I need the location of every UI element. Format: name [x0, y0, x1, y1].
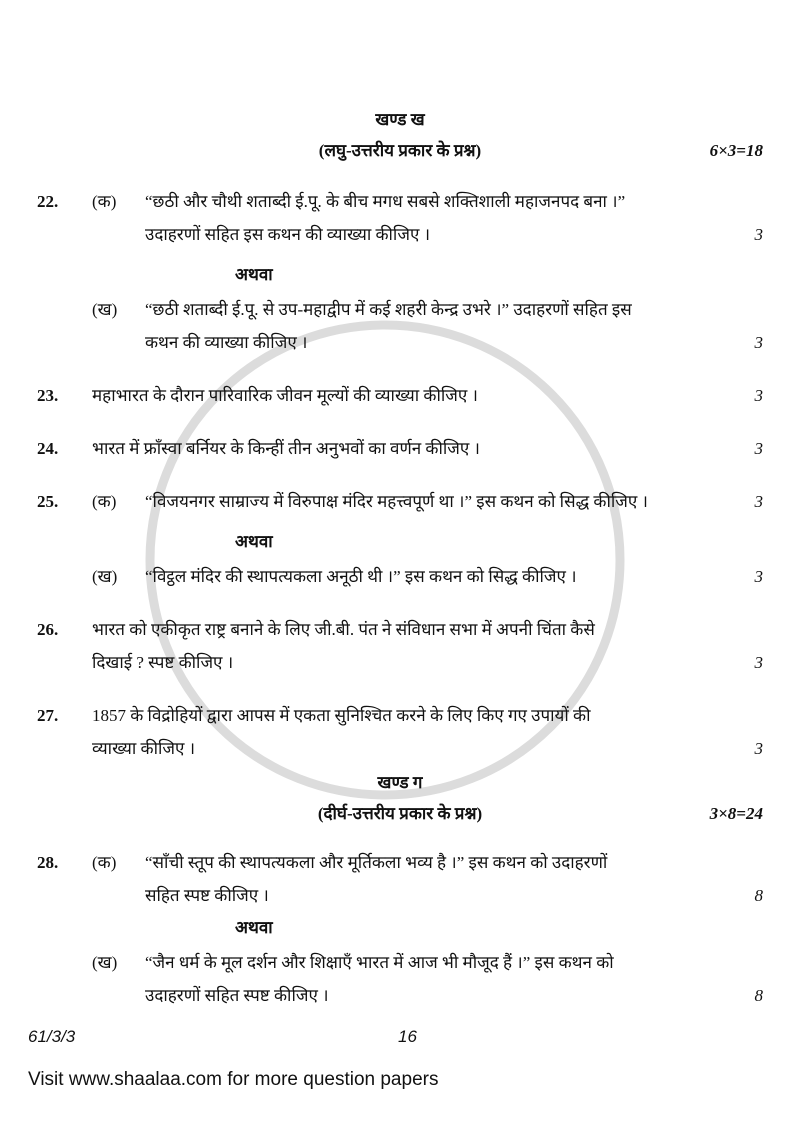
question-23 [37, 379, 763, 412]
page-number: 16 [398, 1027, 417, 1046]
question-text: भारत को एकीकृत राष्ट्र बनाने के लिए जी.बी. पंत ने संविधान सभा में अपनी चिंता कैसे [92, 620, 595, 639]
section-b-subtitle: (लघु-उत्तरीय प्रकार के प्रश्न) [318, 141, 482, 160]
question-28-alt [37, 946, 763, 1012]
or-label: अथवा [235, 265, 273, 284]
option-label: (ख) [92, 300, 118, 319]
question-number: 27. [37, 706, 59, 725]
question-marks: 3 [754, 439, 763, 458]
question-22 [37, 185, 763, 251]
question-text: दिखाई ? स्पष्ट कीजिए । [92, 653, 234, 672]
question-22-alt [37, 293, 763, 359]
question-text: 1857 के विद्रोहियों द्वारा आपस में एकता सुनिश्चित करने के लिए किए गए उपायों की [92, 706, 591, 725]
or-label: अथवा [235, 918, 273, 937]
question-26 [37, 613, 763, 679]
section-c-subtitle: (दीर्घ-उत्तरीय प्रकार के प्रश्न) [317, 804, 483, 823]
question-text: “छठी और चौथी शताब्दी ई.पू. के बीच मगध सबसे शक्तिशाली महाजनपद बना ।” [145, 192, 626, 211]
question-text: “जैन धर्म के मूल दर्शन और शिक्षाएँ भारत में आज भी मौजूद हैं ।” इस कथन को [145, 953, 614, 972]
question-text: “विट्ठल मंदिर की स्थापत्यकला अनूठी थी ।” इस कथन को सिद्ध कीजिए । [145, 567, 577, 586]
question-text-block [145, 846, 723, 912]
question-28 [37, 846, 763, 912]
option-label: (ख) [92, 567, 118, 586]
question-marks: 3 [754, 653, 763, 672]
page-footer [28, 1026, 763, 1048]
section-b-marks: 6×3=18 [709, 141, 763, 160]
question-text: कथन की व्याख्या कीजिए । [145, 333, 308, 352]
question-24 [37, 432, 763, 465]
question-marks: 3 [754, 739, 763, 758]
question-text-block [92, 699, 723, 765]
section-c-header [37, 802, 763, 826]
question-number: 24. [37, 439, 59, 458]
question-text-block [92, 613, 723, 679]
question-text: “साँची स्तूप की स्थापत्यकला और मूर्तिकला भव्य है ।” इस कथन को उदाहरणों [145, 853, 608, 872]
question-text: महाभारत के दौरान पारिवारिक जीवन मूल्यों की व्याख्या कीजिए । [92, 386, 478, 405]
question-marks: 8 [754, 886, 763, 905]
question-27 [37, 699, 763, 765]
question-number: 26. [37, 620, 59, 639]
question-marks: 3 [754, 225, 763, 244]
question-number: 23. [37, 386, 59, 405]
question-marks: 3 [754, 492, 763, 511]
option-label: (क) [92, 853, 117, 872]
question-text: “विजयनगर साम्राज्य में विरुपाक्ष मंदिर महत्त्वपूर्ण था ।” इस कथन को सिद्ध कीजिए । [145, 492, 648, 511]
question-number: 22. [37, 192, 59, 211]
question-marks: 3 [754, 386, 763, 405]
question-number: 25. [37, 492, 59, 511]
option-label: (क) [92, 492, 117, 511]
section-c-marks: 3×8=24 [709, 804, 763, 823]
question-text: सहित स्पष्ट कीजिए । [145, 886, 269, 905]
question-text-block [145, 185, 723, 251]
question-marks: 8 [754, 986, 763, 1005]
or-label: अथवा [235, 532, 273, 551]
question-text: व्याख्या कीजिए । [92, 739, 196, 758]
section-b-header [37, 139, 763, 163]
section-b-title: खण्ड ख [375, 110, 425, 129]
question-text: “छठी शताब्दी ई.पू. से उप-महाद्वीप में कई शहरी केन्द्र उभरे ।” उदाहरणों सहित इस [145, 300, 632, 319]
paper-code: 61/3/3 [28, 1027, 76, 1046]
question-text: उदाहरणों सहित स्पष्ट कीजिए । [145, 986, 329, 1005]
question-25-alt [37, 560, 763, 593]
option-label: (ख) [92, 953, 118, 972]
option-label: (क) [92, 192, 117, 211]
question-25 [37, 485, 763, 518]
visit-link[interactable]: Visit www.shaalaa.com for more question papers [28, 1069, 439, 1090]
question-text-block [145, 946, 723, 1012]
question-marks: 3 [754, 567, 763, 586]
question-text: उदाहरणों सहित इस कथन की व्याख्या कीजिए । [145, 225, 431, 244]
question-text-block [145, 293, 723, 359]
question-text: भारत में फ्राँस्वा बर्नियर के किन्हीं तीन अनुभवों का वर्णन कीजिए । [92, 439, 480, 458]
section-c-title: खण्ड ग [377, 773, 423, 792]
question-marks: 3 [754, 333, 763, 352]
question-number: 28. [37, 853, 59, 872]
